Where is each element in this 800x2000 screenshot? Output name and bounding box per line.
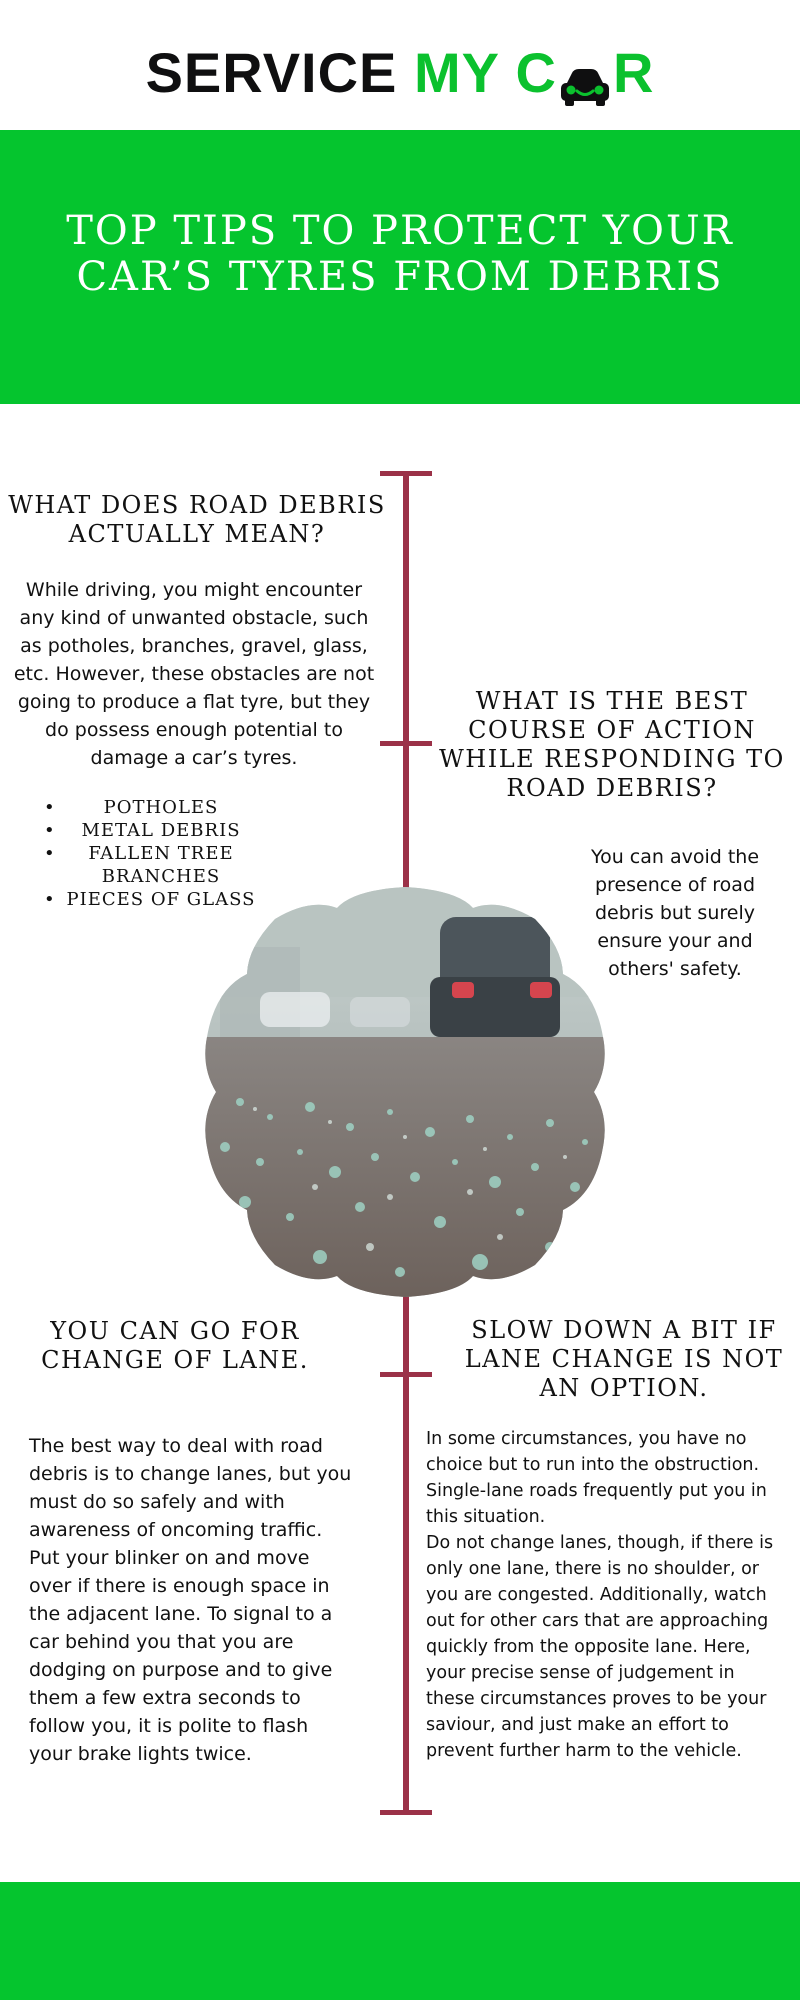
- section2-body-line: You can avoid the: [590, 846, 760, 868]
- section3-body-line: over if there is enough space in: [29, 1575, 330, 1597]
- section4-body-line: out for other cars that are approaching: [426, 1611, 769, 1631]
- section4-heading-line: AN OPTION.: [539, 1374, 709, 1402]
- section4-body: [426, 1426, 794, 1764]
- road-debris-photo: [200, 887, 610, 1297]
- logo-letter-r: R: [612, 41, 655, 104]
- section4-body-line: only one lane, there is no shoulder, or: [426, 1559, 760, 1579]
- section4-body-line: Single-lane roads frequently put you in: [426, 1481, 767, 1501]
- list-item: • POTHOLES: [44, 796, 264, 819]
- section4-body-line: your precise sense of judgement in: [426, 1663, 735, 1683]
- section3-body-line: Put your blinker on and move: [29, 1547, 310, 1569]
- section3-body-line: dodging on purpose and to give: [29, 1659, 333, 1681]
- section2-body-line: debris but surely: [595, 902, 755, 924]
- section3-heading: [20, 1317, 330, 1375]
- section1-body-line: While driving, you might encounter: [25, 579, 363, 601]
- section3-body: [29, 1432, 375, 1768]
- section3-body-line: must do so safely and with: [29, 1491, 285, 1513]
- section2-heading-line: COURSE OF ACTION: [468, 716, 756, 744]
- page-title-line-2: CAR’S TYRES FROM DEBRIS: [76, 254, 724, 300]
- timeline-tick-top: [380, 471, 432, 476]
- section2-body-line: ensure your and: [597, 930, 753, 952]
- section2-heading-line: ROAD DEBRIS?: [506, 774, 718, 802]
- section1-heading-line-2: ACTUALLY MEAN?: [68, 520, 326, 548]
- section3-body-line: the adjacent lane. To signal to a: [29, 1603, 333, 1625]
- page-title-line-1: TOP TIPS TO PROTECT YOUR: [66, 208, 734, 254]
- section2-heading: [436, 687, 788, 803]
- section3-body-line: The best way to deal with road: [29, 1435, 323, 1457]
- car-face-icon: [559, 53, 611, 93]
- section1-body-line: do possess enough potential to: [45, 719, 343, 741]
- section3-body-line: awareness of oncoming traffic.: [29, 1519, 323, 1541]
- section1-body-line: as potholes, branches, gravel, glass,: [20, 635, 368, 657]
- section1-body-line: going to produce a flat tyre, but they: [17, 691, 371, 713]
- section2-heading-line: WHILE RESPONDING TO: [439, 745, 785, 773]
- timeline-upper-line: [403, 472, 409, 898]
- section1-heading: [0, 491, 394, 549]
- section3-body-line: them a few extra seconds to: [29, 1687, 301, 1709]
- section3-body-line: debris is to change lanes, but you: [29, 1463, 352, 1485]
- section3-body-line: follow you, it is polite to flash: [29, 1715, 309, 1737]
- section4-heading: [438, 1316, 800, 1403]
- section2-body-line: others' safety.: [608, 958, 742, 980]
- section3-body-line: car behind you that you are: [29, 1631, 294, 1653]
- section4-body-line: saviour, and just make an effort to: [426, 1715, 729, 1735]
- section1-body-line: any kind of unwanted obstacle, such: [19, 607, 369, 629]
- list-item: • FALLEN TREE BRANCHES: [44, 842, 264, 888]
- section4-body-line: you are congested. Additionally, watch: [426, 1585, 767, 1605]
- section2-body-line: presence of road: [594, 874, 756, 896]
- list-item: • PIECES OF GLASS: [44, 888, 264, 911]
- section4-body-line: these circumstances proves to be your: [426, 1689, 767, 1709]
- section1-body-line: etc. However, these obstacles are not: [13, 663, 375, 685]
- logo-word-service: SERVICE: [145, 41, 398, 104]
- page-title: [60, 208, 740, 300]
- section4-body-line: choice but to run into the obstruction.: [426, 1455, 760, 1475]
- section1-heading-line-1: WHAT DOES ROAD DEBRIS: [8, 491, 386, 519]
- timeline-tick-bottom: [380, 1810, 432, 1815]
- section2-heading-line: WHAT IS THE BEST: [475, 687, 749, 715]
- section4-body-line: quickly from the opposite lane. Here,: [426, 1637, 751, 1657]
- section1-body-line: damage a car’s tyres.: [90, 747, 298, 769]
- section3-heading-line: YOU CAN GO FOR: [50, 1317, 300, 1345]
- timeline-tick-section2: [380, 741, 432, 746]
- section4-heading-line: SLOW DOWN A BIT IF: [471, 1316, 777, 1344]
- section4-heading-line: LANE CHANGE IS NOT: [464, 1345, 784, 1373]
- list-item: • METAL DEBRIS: [44, 819, 264, 842]
- timeline-tick-section34: [380, 1372, 432, 1377]
- section4-body-line: In some circumstances, you have no: [426, 1429, 747, 1449]
- logo-letter-c: C: [515, 41, 557, 104]
- footer-band: [0, 1882, 800, 2000]
- section1-body: [6, 576, 382, 772]
- section3-heading-line: CHANGE OF LANE.: [41, 1346, 309, 1374]
- section4-body-line: Do not change lanes, though, if there is: [426, 1533, 774, 1553]
- section4-body-line: this situation.: [426, 1507, 546, 1527]
- section3-body-line: your brake lights twice.: [29, 1743, 252, 1765]
- brand-logo: [0, 38, 800, 108]
- timeline-lower-line: [403, 1284, 409, 1814]
- logo-word-my: MY: [413, 41, 499, 104]
- section4-body-line: prevent further harm to the vehicle.: [426, 1741, 742, 1761]
